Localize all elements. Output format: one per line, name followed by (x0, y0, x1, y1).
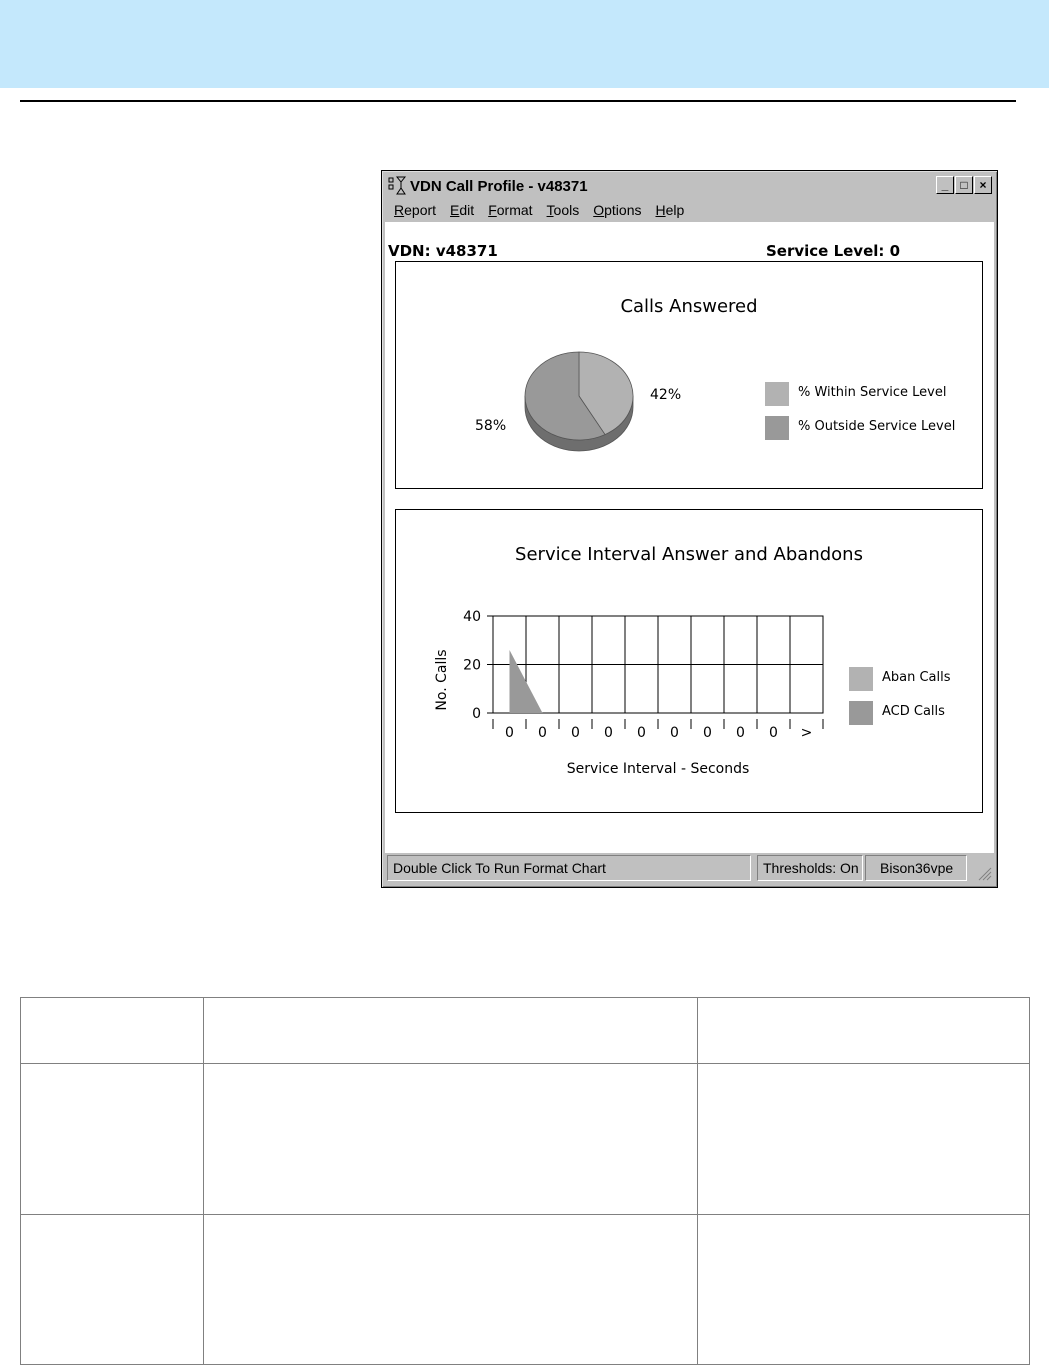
x-axis-label: Service Interval - Seconds (566, 761, 750, 777)
resize-grip-icon[interactable] (976, 865, 992, 881)
y-tick-label: 0 (472, 706, 481, 722)
status-message: Double Click To Run Format Chart (387, 855, 751, 881)
x-tick-label: 0 (571, 725, 580, 741)
menu-options[interactable]: Options (593, 202, 642, 218)
pie-label-within: 42% (650, 387, 682, 403)
table-cell (21, 1064, 204, 1215)
table-cell (21, 998, 204, 1064)
menu-edit[interactable]: Edit (450, 202, 475, 218)
legend-swatch-within (765, 382, 789, 406)
maximize-button[interactable]: □ (955, 176, 973, 194)
service-interval-panel[interactable] (395, 509, 983, 813)
window-title: VDN Call Profile - v48371 (410, 177, 588, 195)
table-row (21, 1064, 1030, 1215)
table-cell (21, 1215, 204, 1365)
status-thresholds: Thresholds: On (757, 855, 863, 881)
y-tick-label: 20 (463, 657, 481, 674)
y-axis-label: No. Calls (434, 649, 450, 711)
report-client-area (385, 222, 994, 853)
legend-label-within: % Within Service Level (798, 385, 947, 400)
x-tick-label: 0 (637, 725, 646, 741)
table-cell (698, 1064, 1030, 1215)
close-button[interactable]: × (974, 176, 992, 194)
legend-swatch-acd (849, 701, 873, 725)
minimize-button[interactable]: _ (936, 176, 954, 194)
x-tick-label: 0 (769, 725, 778, 741)
table-cell (698, 1215, 1030, 1365)
legend-label-outside: % Outside Service Level (798, 419, 956, 434)
table-cell (698, 998, 1030, 1064)
vdn-label: VDN: v48371 (388, 242, 498, 260)
menu-format[interactable]: Format (488, 202, 533, 218)
status-server: Bison36vpe (865, 855, 967, 881)
pie-chart (396, 262, 982, 488)
menu-bar (385, 198, 994, 222)
document-table (20, 997, 1030, 1365)
status-bar (385, 853, 994, 883)
legend-swatch-outside (765, 416, 789, 440)
table-row (21, 998, 1030, 1064)
x-tick-label: > (800, 725, 813, 741)
page-header-band (0, 0, 1049, 88)
title-bar[interactable] (385, 174, 994, 198)
table-cell (204, 1064, 698, 1215)
menu-report[interactable]: Report (394, 202, 437, 218)
legend-label-acd: ACD Calls (882, 704, 945, 719)
table-cell (204, 1215, 698, 1365)
menu-help[interactable]: Help (655, 202, 685, 218)
menu-tools[interactable]: Tools (546, 202, 580, 218)
x-tick-label: 0 (736, 725, 745, 741)
pie-chart-title: Calls Answered (620, 296, 758, 317)
legend-swatch-aban (849, 667, 873, 691)
vdn-call-profile-window (381, 170, 998, 888)
x-tick-label: 0 (505, 725, 514, 741)
calls-answered-panel[interactable] (395, 261, 983, 489)
area-chart-title: Service Interval Answer and Abandons (515, 544, 863, 565)
legend-label-aban: Aban Calls (882, 670, 951, 685)
x-tick-label: 0 (670, 725, 679, 741)
table-cell (204, 998, 698, 1064)
header-rule (20, 100, 1016, 102)
service-interval-chart (396, 510, 982, 812)
table-row (21, 1215, 1030, 1365)
report-app-icon (388, 176, 408, 196)
x-tick-label: 0 (703, 725, 712, 741)
service-level-label: Service Level: 0 (766, 242, 901, 260)
x-tick-label: 0 (604, 725, 613, 741)
y-tick-label: 40 (463, 609, 481, 625)
x-tick-label: 0 (538, 725, 547, 741)
pie-label-outside: 58% (475, 418, 507, 434)
